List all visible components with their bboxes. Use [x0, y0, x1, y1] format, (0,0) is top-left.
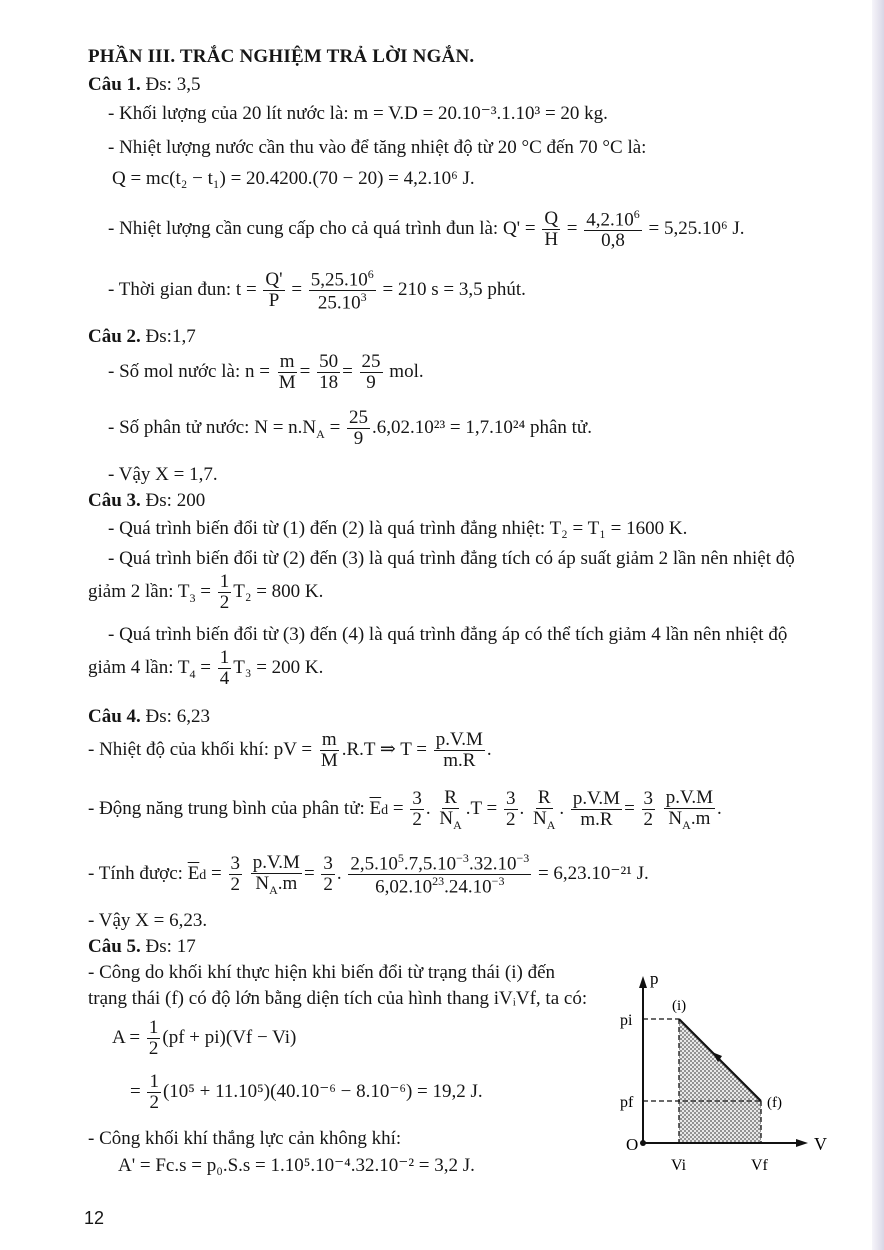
q3-line-5: giảm 4 lần: $T_4$ = $\frac{1}{4}$ T₃ = 200 K.: [88, 647, 324, 689]
pi-label: pi: [620, 1012, 633, 1029]
section-title: PHẦN III. TRẮC NGHIỆM TRẢ LỜI NGẮN.: [88, 46, 475, 67]
q5-work-compute: = $\frac{1}{2}$ (10⁵ + 11.10⁵)(40.10⁻⁶ − 8.10⁻⁶) = 19,2 J.: [130, 1071, 483, 1113]
work-area-trapezoid: [679, 1019, 761, 1143]
p-axis-arrow-icon: [639, 976, 647, 988]
q1-line-mass: - Khối lượng của 20 lít nước là: m = V.D = 20.10⁻³.1.10³ = 20 kg.: [108, 103, 608, 124]
state-i-label: (i): [672, 998, 687, 1014]
question-answer: Đs: 3,5: [145, 74, 201, 95]
state-f-label: (f): [767, 1095, 782, 1111]
origin-label: O: [626, 1135, 639, 1154]
vi-label: Vi: [671, 1157, 687, 1174]
q1-line-heat-text: - Nhiệt lượng nước cần thu vào để tăng nhiệt độ từ 20 °C đến 70 °C là:: [108, 137, 647, 158]
q1-line-time: - Thời gian đun: t = $\frac{Q'}{P}$ = $\frac{5,25.10^6}{25.10^3}$ = 210 s = 3,5 phút.: [108, 267, 526, 314]
q3-line-2: - Quá trình biến đổi từ (2) đến (3) là quá trình đẳng tích có áp suất giảm 2 lần nên nhiệt độ: [108, 548, 795, 569]
q3-line-4: - Quá trình biến đổi từ (3) đến (4) là quá trình đẳng áp có thể tích giảm 4 lần nên nhiệt độ: [108, 624, 788, 645]
q3-line-1: - Quá trình biến đổi từ (1) đến (2) là quá trình đẳng nhiệt: T₂ = T₁ = 1600 K.: [108, 518, 688, 539]
question-4-header: Câu 4. Đs: 6,23: [88, 706, 210, 727]
q1-line-total-heat: - Nhiệt lượng cần cung cấp cho cả quá trình đun là: Q' = $\frac{Q}{H}$ = $\frac{4,2.10^6}{0,8}$ = 5,25.10⁶ J.: [108, 207, 745, 252]
q3-line-3: giảm 2 lần: $T_3$ = $\frac{1}{2}$ T₂ = 800 K.: [88, 571, 324, 613]
q1-line-heat-formula: Q = mc(t₂ − t₁) = 20.4200.(70 − 20) = 4,2.10⁶ J.: [112, 168, 475, 189]
page-edge: [872, 0, 884, 1250]
q5-line-resistance: - Công khối khí thắng lực cản không khí:: [88, 1128, 402, 1149]
q4-line-compute: - Tính được: $\overline{E}d$ = $\frac{3}{2}$ $\frac{p.V.M}{N_A.m}$ = $\frac{3}{2}$ . $\frac{2,5.10^5.7,5.10^{-3}.32.10^{-3}}{6,02.10^{23}.24.10^{-3}}$ = 6,23.10⁻²¹ J.: [88, 851, 649, 898]
pv-diagram: [600, 962, 860, 1190]
page-number: 12: [84, 1208, 105, 1228]
v-axis-label: V: [814, 1134, 827, 1154]
q4-line-temperature: - Nhiệt độ của khối khí: pV = $\frac{m}{M}$ .R.T ⇒ T = $\frac{p.V.M}{m.R}$ .: [88, 729, 492, 771]
question-5-header: Câu 5. Đs: 17: [88, 936, 196, 957]
q5-line-resistance-formula: A' = Fc.s = p₀.S.s = 1.10⁵.10⁻⁴.32.10⁻² = 3,2 J.: [118, 1155, 475, 1176]
v-axis-arrow-icon: [796, 1139, 808, 1147]
question-label: Câu 1.: [88, 74, 141, 95]
question-1-header: [88, 74, 200, 96]
question-2-header: Câu 2. Đs:1,7: [88, 326, 196, 347]
q4-line-kinetic: - Động năng trung bình của phân tử: $\overline{E}d$ = $\frac{3}{2}$ . $\frac{R}{N_A}$ .T = $\frac{3}{2}$ . $\frac{R}{N_A}$ . $\frac{p.V.M}{m.R}$ = $\frac{3}{2}$ $\frac{p.V.M}{N_A.m}$ .: [88, 787, 722, 832]
vf-label: Vf: [751, 1157, 768, 1174]
pf-label: pf: [620, 1094, 634, 1111]
q4-line-result: - Vậy X = 6,23.: [88, 910, 208, 931]
q2-line-molecules: - Số phân tử nước: $N = n.N_A$ = $\frac{25}{9}$ .6,02.10²³ = 1,7.10²⁴ phân tử.: [108, 407, 592, 449]
p-axis-label: p: [650, 969, 659, 988]
q2-line-mol: - Số mol nước là: n = $\frac{m}{M}$ = $\frac{50}{18}$ = $\frac{25}{9}$ mol.: [108, 351, 424, 393]
question-3-header: Câu 3. Đs: 200: [88, 490, 206, 511]
q5-line-1: - Công do khối khí thực hiện khi biến đổi từ trạng thái (i) đến: [88, 962, 556, 983]
q5-work-formula: A = $\frac{1}{2}$ (pf + pi)(Vf − Vi): [112, 1017, 297, 1059]
q5-line-2: trạng thái (f) có độ lớn bằng diện tích của hình thang iVᵢVf, ta có:: [88, 988, 588, 1009]
q2-line-result: - Vậy X = 1,7.: [108, 464, 218, 485]
origin-point: [640, 1140, 646, 1146]
